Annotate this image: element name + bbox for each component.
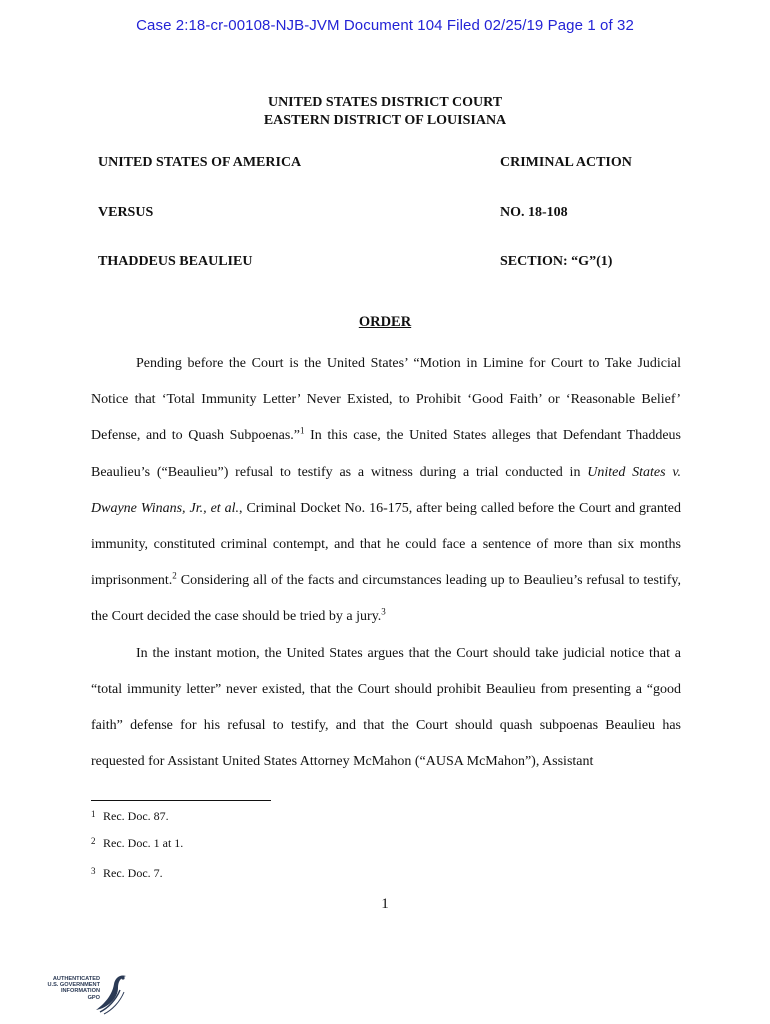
footnote-3	[91, 866, 163, 881]
gpo-authentication-seal	[44, 968, 134, 1018]
p1-text-d: Considering all of the facts and circumstances leading up to Beaulieu’s refusal to testify, the Court decided the case should be tried by a jury.	[91, 573, 681, 625]
footnote-number: 2	[91, 836, 96, 846]
gpo-line-3: INFORMATION	[60, 988, 100, 995]
caption-plaintiff: UNITED STATES OF AMERICA	[98, 155, 302, 170]
court-district: EASTERN DISTRICT OF LOUISIANA	[263, 113, 507, 128]
caption-versus: VERSUS	[98, 205, 154, 220]
page-number: 1	[381, 896, 389, 912]
gpo-line-1: AUTHENTICATED	[52, 976, 100, 982]
footnote-text: Rec. Doc. 7.	[103, 866, 163, 880]
order-body	[91, 346, 681, 780]
court-name: UNITED STATES DISTRICT COURT	[267, 95, 503, 110]
body-paragraph-1	[91, 346, 681, 636]
caption-case-number: NO. 18-108	[500, 205, 568, 220]
footnote-ref-3: 3	[381, 606, 386, 617]
caption-section: SECTION: “G”(1)	[500, 254, 613, 269]
caption-action-type: CRIMINAL ACTION	[500, 155, 632, 170]
footnote-text: Rec. Doc. 1 at 1.	[103, 836, 184, 850]
footnote-divider	[91, 800, 271, 801]
gpo-line-2: U.S. GOVERNMENT	[47, 982, 100, 989]
gpo-line-4: GPO	[87, 994, 100, 1001]
caption-defendant: THADDEUS BEAULIEU	[98, 254, 253, 269]
p1-text-b: In this case, the United States alleges that Defendant Thaddeus Beaulieu’s (“Beaulieu”) refusal to testify as a witness during a trial conducted in	[91, 428, 682, 480]
footnote-text: Rec. Doc. 87.	[103, 809, 169, 823]
case-citation: United States v. Dwayne Winans, Jr., et al.	[91, 464, 681, 516]
footnote-number: 1	[91, 809, 96, 819]
case-header-stamp: Case 2:18-cr-00108-NJB-JVM Document 104 Filed 02/25/19 Page 1 of 32	[136, 17, 634, 34]
order-title: ORDER	[358, 314, 412, 330]
footnote-number: 3	[91, 866, 96, 876]
footnote-2	[91, 836, 183, 851]
footnote-1	[91, 809, 169, 824]
court-heading	[0, 94, 770, 130]
footnote-ref-1: 1	[300, 425, 305, 436]
p1-text-c: , Criminal Docket No. 16-175, after being called before the Court and granted immunity, constituted criminal contempt, and that he could face a sentence of more than six months imprisonment.	[91, 500, 681, 589]
gpo-eagle-icon	[90, 970, 130, 1016]
body-paragraph-2: In the instant motion, the United States argues that the Court should take judicial notice that a “total immunity letter” never existed, that the Court should prohibit Beaulieu from presenting a “good faith” defense for his refusal to testify, and that the Court should quash subpoenas Beaulieu has requested for Assistant United States Attorney McMahon (“AUSA McMahon”), Assistant	[91, 645, 681, 770]
p1-text-a: Pending before the Court is the United States’ “Motion in Limine for Court to Take Judicial Notice that ‘Total Immunity Letter’ Never Existed, to Prohibit ‘Good Faith’ or ‘Reasonable Belief’ Defense, and to Quash Subpoenas.”	[91, 356, 681, 444]
footnote-ref-2: 2	[172, 570, 177, 581]
